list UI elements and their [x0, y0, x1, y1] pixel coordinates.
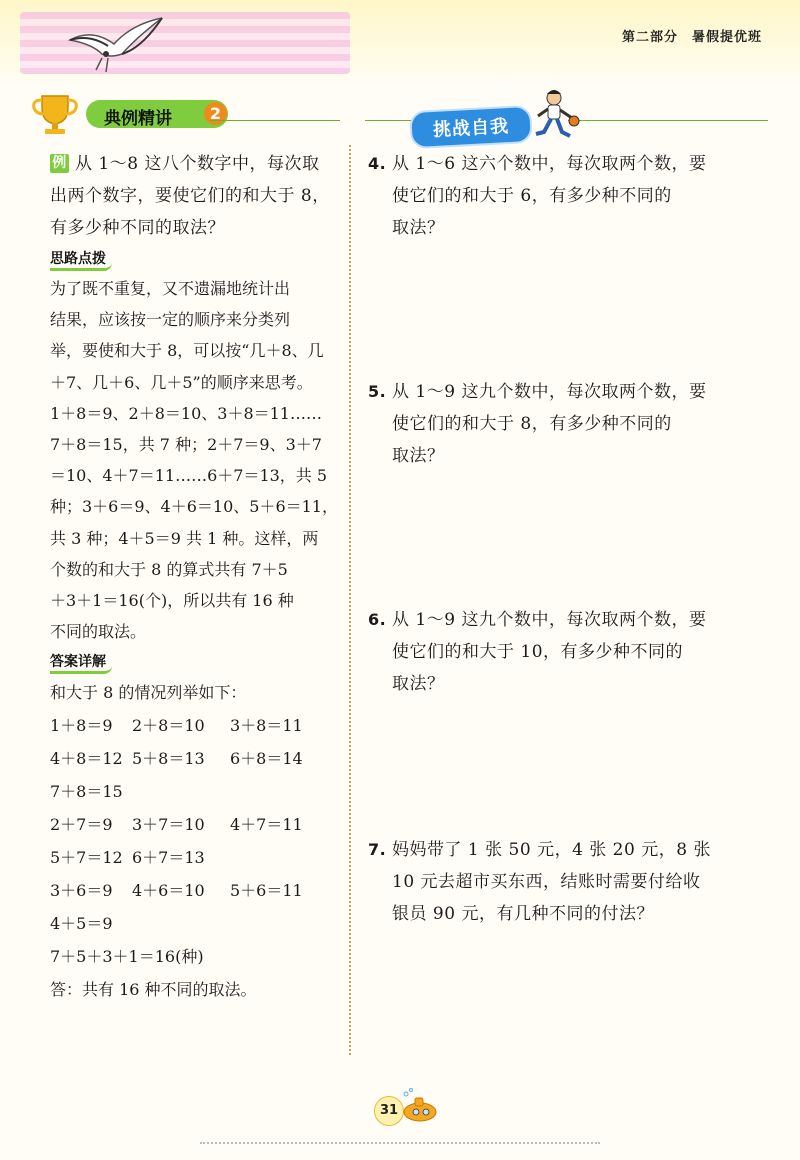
- analysis-line: 1＋8＝9、2＋8＝10、3＋8＝11……: [50, 403, 322, 423]
- example-text: 从 1～8 这八个数字中，每次取: [75, 154, 320, 174]
- answer-row: [50, 775, 345, 808]
- problem-6: [368, 604, 768, 700]
- answer-row: [50, 742, 345, 775]
- answer-cell: 4＋8＝12: [50, 749, 123, 769]
- problem-text: 妈妈带了 1 张 50 元，4 张 20 元，8 张: [392, 840, 711, 860]
- answer-row: [50, 841, 345, 874]
- page-number: 31: [374, 1096, 404, 1126]
- banner-rule: [365, 120, 415, 121]
- problem-line: [368, 376, 768, 408]
- analysis-line: 举，要使和大于 8，可以按“几＋8、几: [50, 341, 324, 361]
- problem-line: [368, 148, 768, 180]
- analysis-line: ＋3＋1＝16(个)，所以共有 16 种: [50, 591, 294, 611]
- answer-cell: 7＋8＝15: [50, 782, 123, 802]
- footer-rule: [200, 1142, 600, 1144]
- problem-text: 从 1～6 这六个数中，每次取两个数，要: [392, 154, 707, 174]
- answer-cell: 2＋7＝9: [50, 815, 113, 835]
- answer-cell: 3＋8＝11: [230, 716, 303, 736]
- part-label: 第二部分: [621, 30, 678, 45]
- banner-title: 典例精讲: [104, 109, 172, 129]
- submarine-icon: [398, 1088, 440, 1124]
- answer-cell: 4＋7＝11: [230, 815, 303, 835]
- analysis-heading: 思路点拨: [50, 248, 112, 271]
- problem-line: [368, 604, 768, 636]
- answer-row: [50, 709, 345, 742]
- answer-cell: 5＋8＝13: [132, 749, 205, 769]
- example-banner: [28, 92, 348, 136]
- analysis-line: 个数的和大于 8 的算式共有 7＋5: [50, 559, 288, 579]
- problem-number: 5.: [368, 382, 387, 401]
- answer-cell: 4＋5＝9: [50, 914, 113, 934]
- problem-4: [368, 148, 768, 244]
- analysis-line: 7＋8＝15，共 7 种；2＋7＝9、3＋7: [50, 435, 322, 455]
- answer-cell: 6＋8＝14: [230, 749, 303, 769]
- answer-cell: 3＋7＝10: [132, 815, 205, 835]
- column-divider: [349, 145, 351, 1055]
- problem-text: 从 1～9 这九个数中，每次取两个数，要: [392, 382, 707, 402]
- example-column: [50, 148, 345, 1006]
- answer-total: 7＋5＋3＋1＝16(种): [50, 947, 204, 967]
- analysis-line: ＝10、4＋7＝11……6＋7＝13，共 5: [50, 466, 328, 486]
- challenge-title: 挑战自我: [432, 116, 510, 141]
- answer-cell: 5＋7＝12: [50, 848, 123, 868]
- answer-row: [50, 874, 345, 907]
- answer-cell: 3＋6＝9: [50, 881, 113, 901]
- banner-rule: [210, 120, 340, 121]
- analysis-line: 不同的取法。: [50, 622, 147, 642]
- problem-text: 从 1～9 这九个数中，每次取两个数，要: [392, 610, 707, 630]
- problem-7: [368, 834, 768, 930]
- problem-line: 10 元去超市买东西，结账时需要付给收: [392, 872, 701, 892]
- course-label: 暑假提优班: [691, 30, 762, 45]
- challenge-banner: [409, 105, 533, 149]
- answer-cell: 5＋6＝11: [230, 881, 303, 901]
- section-header: [608, 26, 762, 45]
- answer-conclusion: 答：共有 16 种不同的取法。: [50, 980, 257, 1000]
- banner-number-badge: 2: [204, 102, 227, 125]
- analysis-line: 种；3＋6＝9、4＋6＝10、5＋6＝11，: [50, 497, 338, 517]
- example-line: [50, 148, 345, 180]
- trophy-icon: [28, 92, 82, 136]
- answer-cell: 4＋6＝10: [132, 881, 205, 901]
- example-line: 出两个数字，要使它们的和大于 8，: [50, 186, 330, 206]
- answer-intro: 和大于 8 的情况列举如下：: [50, 683, 247, 703]
- problem-number: 7.: [368, 840, 387, 859]
- analysis-line: 共 3 种；4＋5＝9 共 1 种。这样，两: [50, 528, 319, 548]
- problem-5: [368, 376, 768, 472]
- problem-line: 取法？: [392, 446, 445, 466]
- problem-line: 使它们的和大于 10，有多少种不同的: [392, 642, 684, 662]
- problem-number: 6.: [368, 610, 387, 629]
- problem-line: 取法？: [392, 674, 445, 694]
- answer-row: [50, 907, 345, 940]
- answer-cell: 2＋8＝10: [132, 716, 205, 736]
- runner-icon: [520, 88, 580, 144]
- problem-line: 使它们的和大于 6，有多少种不同的: [392, 186, 672, 206]
- analysis-line: ＋7、几＋6、几＋5”的顺序来思考。: [50, 372, 313, 392]
- seagull-icon: [62, 14, 172, 76]
- problem-line: [368, 834, 768, 866]
- problem-number: 4.: [368, 154, 387, 173]
- banner-rule: [568, 120, 768, 121]
- problem-line: 使它们的和大于 8，有多少种不同的: [392, 414, 672, 434]
- analysis-line: 结果，应该按一定的顺序来分类列: [50, 310, 291, 330]
- problem-line: 取法？: [392, 218, 445, 238]
- problem-line: 银员 90 元，有几种不同的付法？: [392, 904, 654, 924]
- answer-cell: 1＋8＝9: [50, 716, 113, 736]
- answer-cell: 6＋7＝13: [132, 848, 205, 868]
- analysis-line: 为了既不重复，又不遗漏地统计出: [50, 279, 291, 298]
- example-line: 有多少种不同的取法？: [50, 218, 225, 238]
- answer-row: [50, 808, 345, 841]
- example-badge: 例: [50, 154, 69, 173]
- answer-heading: 答案详解: [50, 651, 112, 674]
